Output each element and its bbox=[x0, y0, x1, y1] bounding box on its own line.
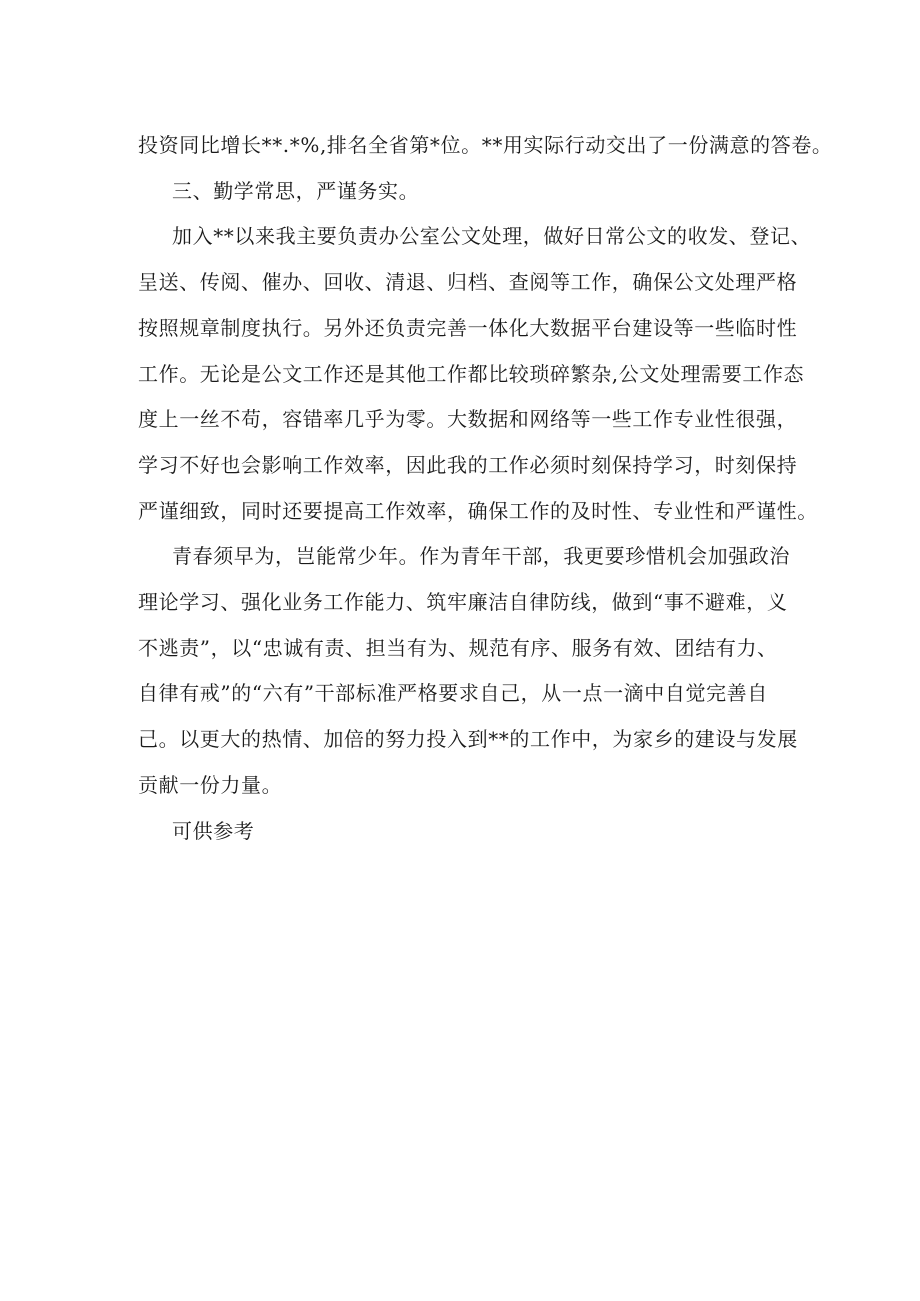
text-line: 三、勤学常思，严谨务实。 bbox=[172, 178, 420, 203]
paragraph-youth-commitment bbox=[138, 534, 798, 808]
paragraph-work-duties bbox=[138, 214, 818, 534]
text-line: 学习不好也会影响工作效率，因此我的工作必须时刻保持学习，时刻保持 bbox=[138, 452, 798, 477]
text-line: 工作。无论是公文工作还是其他工作都比较琐碎繁杂,公文处理需要工作态 bbox=[138, 361, 805, 386]
text-line: 加入**以来我主要负责办公室公文处理，做好日常公文的收发、登记、 bbox=[172, 224, 812, 249]
text-line: 可供参考 bbox=[172, 818, 255, 843]
text-line: 投资同比增长**.*%,排名全省第*位。**用实际行动交出了一份满意的答卷。 bbox=[138, 133, 833, 157]
text-line: 度上一丝不苟，容错率几乎为零。大数据和网络等一些工作专业性很强， bbox=[138, 407, 798, 432]
text-line: 不逃责”，以“忠诚有责、担当有为、规范有序、服务有效、团结有力、 bbox=[138, 635, 778, 660]
text-line: 青春须早为，岂能常少年。作为青年干部，我更要珍惜机会加强政治 bbox=[172, 544, 790, 569]
closing-note bbox=[138, 809, 798, 855]
paragraph-investment-summary bbox=[138, 123, 833, 169]
document-body bbox=[138, 123, 833, 854]
section-heading-3 bbox=[138, 169, 798, 215]
text-line: 己。以更大的热情、加倍的努力投入到**的工作中，为家乡的建设与发展 bbox=[138, 727, 798, 752]
text-line: 贡献一份力量。 bbox=[138, 772, 283, 797]
text-line: 理论学习、强化业务工作能力、筑牢廉洁自律防线，做到“事不避难，义 bbox=[138, 590, 788, 615]
text-line: 严谨细致，同时还要提高工作效率，确保工作的及时性、专业性和严谨性。 bbox=[138, 498, 818, 523]
text-line: 自律有戒”的“六有”干部标准严格要求自己，从一点一滴中自觉完善自 bbox=[138, 681, 768, 706]
text-line: 呈送、传阅、催办、回收、清退、归档、查阅等工作，确保公文处理严格 bbox=[138, 270, 798, 295]
text-line: 按照规章制度执行。另外还负责完善一体化大数据平台建设等一些临时性 bbox=[138, 315, 798, 340]
